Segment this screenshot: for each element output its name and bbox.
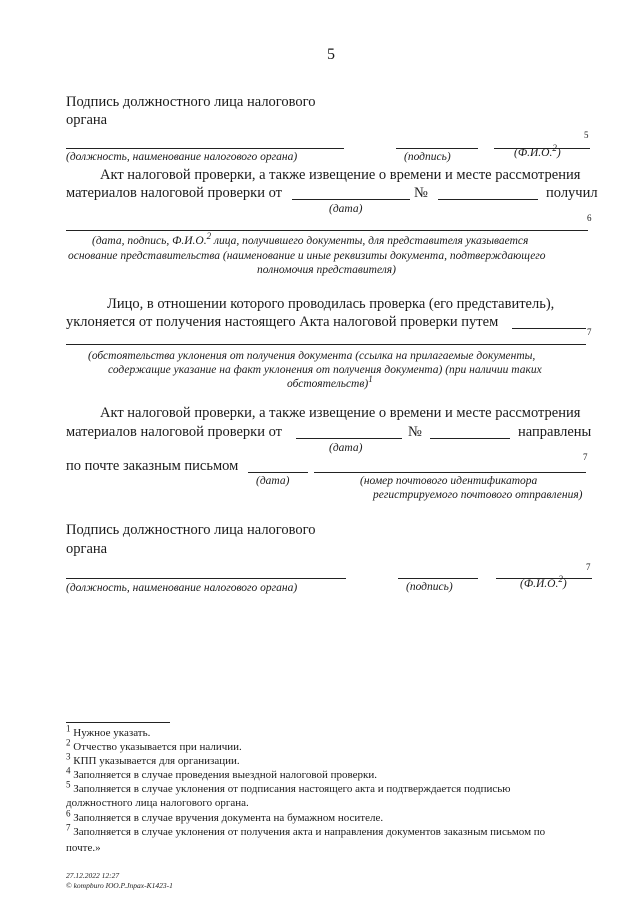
- footnote-ref-5: 5: [584, 130, 589, 140]
- receipt-line-1: Акт налоговой проверки, а также извещение о времени и месте рассмотрения: [100, 167, 581, 183]
- signature-line-2: [398, 578, 478, 579]
- receipt-caption-3: полномочия представителя): [257, 264, 396, 276]
- evasion-method-line-2: [66, 344, 586, 345]
- signature-heading-2: Подпись должностного лица налогового: [66, 522, 316, 538]
- footnote-5-cont: должностного лица налогового органа.: [66, 797, 249, 809]
- receipt-signature-line: [66, 230, 588, 231]
- footnote-7-cont: почте.»: [66, 842, 101, 854]
- signature-heading-1: Подпись должностного лица налогового: [66, 94, 316, 110]
- footnote-7: $^7$ Заполняется в случае уклонения от получения акта и направления документов заказным письмом по: [66, 822, 546, 838]
- footnote-ref-6: 6: [587, 213, 592, 223]
- mail-line-2: материалов налоговой проверки от: [66, 424, 282, 440]
- mail-sent: направлены: [518, 424, 592, 440]
- signature-line-1: [396, 148, 478, 149]
- evasion-caption-1: (обстоятельства уклонения от получения документа (ссылка на прилагаемые документы,: [88, 350, 536, 362]
- receipt-number-sign: №: [414, 185, 428, 201]
- evasion-line-1: Лицо, в отношении которого проводилась проверка (его представитель),: [107, 296, 555, 312]
- stamp-source: © kompburo ЮО.Р.Jnpax-K1423-1: [66, 881, 173, 890]
- mail-date-line: [296, 438, 402, 439]
- receipt-caption-1: (дата, подпись, Ф.И.О.$^2$ лица, получившего документы, для представителя указывается: [92, 231, 529, 247]
- mail-tracking-caption-2: регистрируемого почтового отправления): [373, 489, 583, 501]
- mail-send-date-line: [248, 472, 308, 473]
- signature-heading-2-cont: органа: [66, 541, 108, 557]
- receipt-number-line: [438, 199, 538, 200]
- footnote-ref-7b: 7: [583, 452, 588, 462]
- receipt-caption-2: основание представительства (наименование и иные реквизиты документа, подтверждающего: [68, 250, 546, 262]
- mail-tracking-line: [314, 472, 586, 473]
- mail-line-1: Акт налоговой проверки, а также извещение о времени и месте рассмотрения: [100, 405, 581, 421]
- mail-number-line: [430, 438, 510, 439]
- receipt-date-caption: (дата): [329, 203, 363, 215]
- footnote-5: $^5$ Заполняется в случае уклонения от подписания настоящего акта и подтверждается подписью: [66, 779, 511, 795]
- stamp-date: 27.12.2022 12:27: [66, 871, 120, 880]
- footnote-3: $^3$ КПП указывается для организации.: [66, 751, 240, 767]
- evasion-caption-3: обстоятельств)$^1$: [287, 374, 373, 390]
- footnote-ref-7c: 7: [586, 562, 591, 572]
- mail-number-sign: №: [408, 424, 422, 440]
- evasion-line-2: уклоняется от получения настоящего Акта налоговой проверки путем: [66, 314, 499, 330]
- name-caption-2: (Ф.И.О.$^2$): [520, 574, 567, 590]
- footnote-1: $^1$ Нужное указать.: [66, 723, 151, 739]
- footnote-2: $^2$ Отчество указывается при наличии.: [66, 737, 242, 753]
- evasion-method-line-1: [512, 328, 586, 329]
- footnote-ref-7a: 7: [587, 327, 592, 337]
- receipt-date-line: [292, 199, 410, 200]
- footnote-6: $^6$ Заполняется в случае вручения документа на бумажном носителе.: [66, 808, 384, 824]
- position-caption-2: (должность, наименование налогового органа): [66, 582, 298, 594]
- signature-caption-1: (подпись): [404, 151, 451, 163]
- signature-heading-1-cont: органа: [66, 112, 108, 128]
- mail-date-caption-2: (дата): [256, 475, 290, 487]
- mail-tracking-caption-1: (номер почтового идентификатора: [360, 475, 538, 487]
- position-line-2: [66, 578, 346, 579]
- position-line-1: [66, 148, 344, 149]
- signature-caption-2: (подпись): [406, 581, 453, 593]
- page-number: 5: [327, 46, 335, 63]
- footnote-4: $^4$ Заполняется в случае проведения выездной налоговой проверки.: [66, 765, 377, 781]
- receipt-line-2: материалов налоговой проверки от: [66, 185, 282, 201]
- mail-date-caption-1: (дата): [329, 442, 363, 454]
- evasion-caption-2: содержащие указание на факт уклонения от получения документа) (при наличии таких: [108, 364, 542, 376]
- mail-line-3: по почте заказным письмом: [66, 458, 239, 474]
- receipt-received: получил: [546, 185, 598, 201]
- name-caption-1: (Ф.И.О.$^2$): [514, 143, 561, 159]
- footnote-divider: [66, 722, 170, 723]
- position-caption-1: (должность, наименование налогового органа): [66, 151, 298, 163]
